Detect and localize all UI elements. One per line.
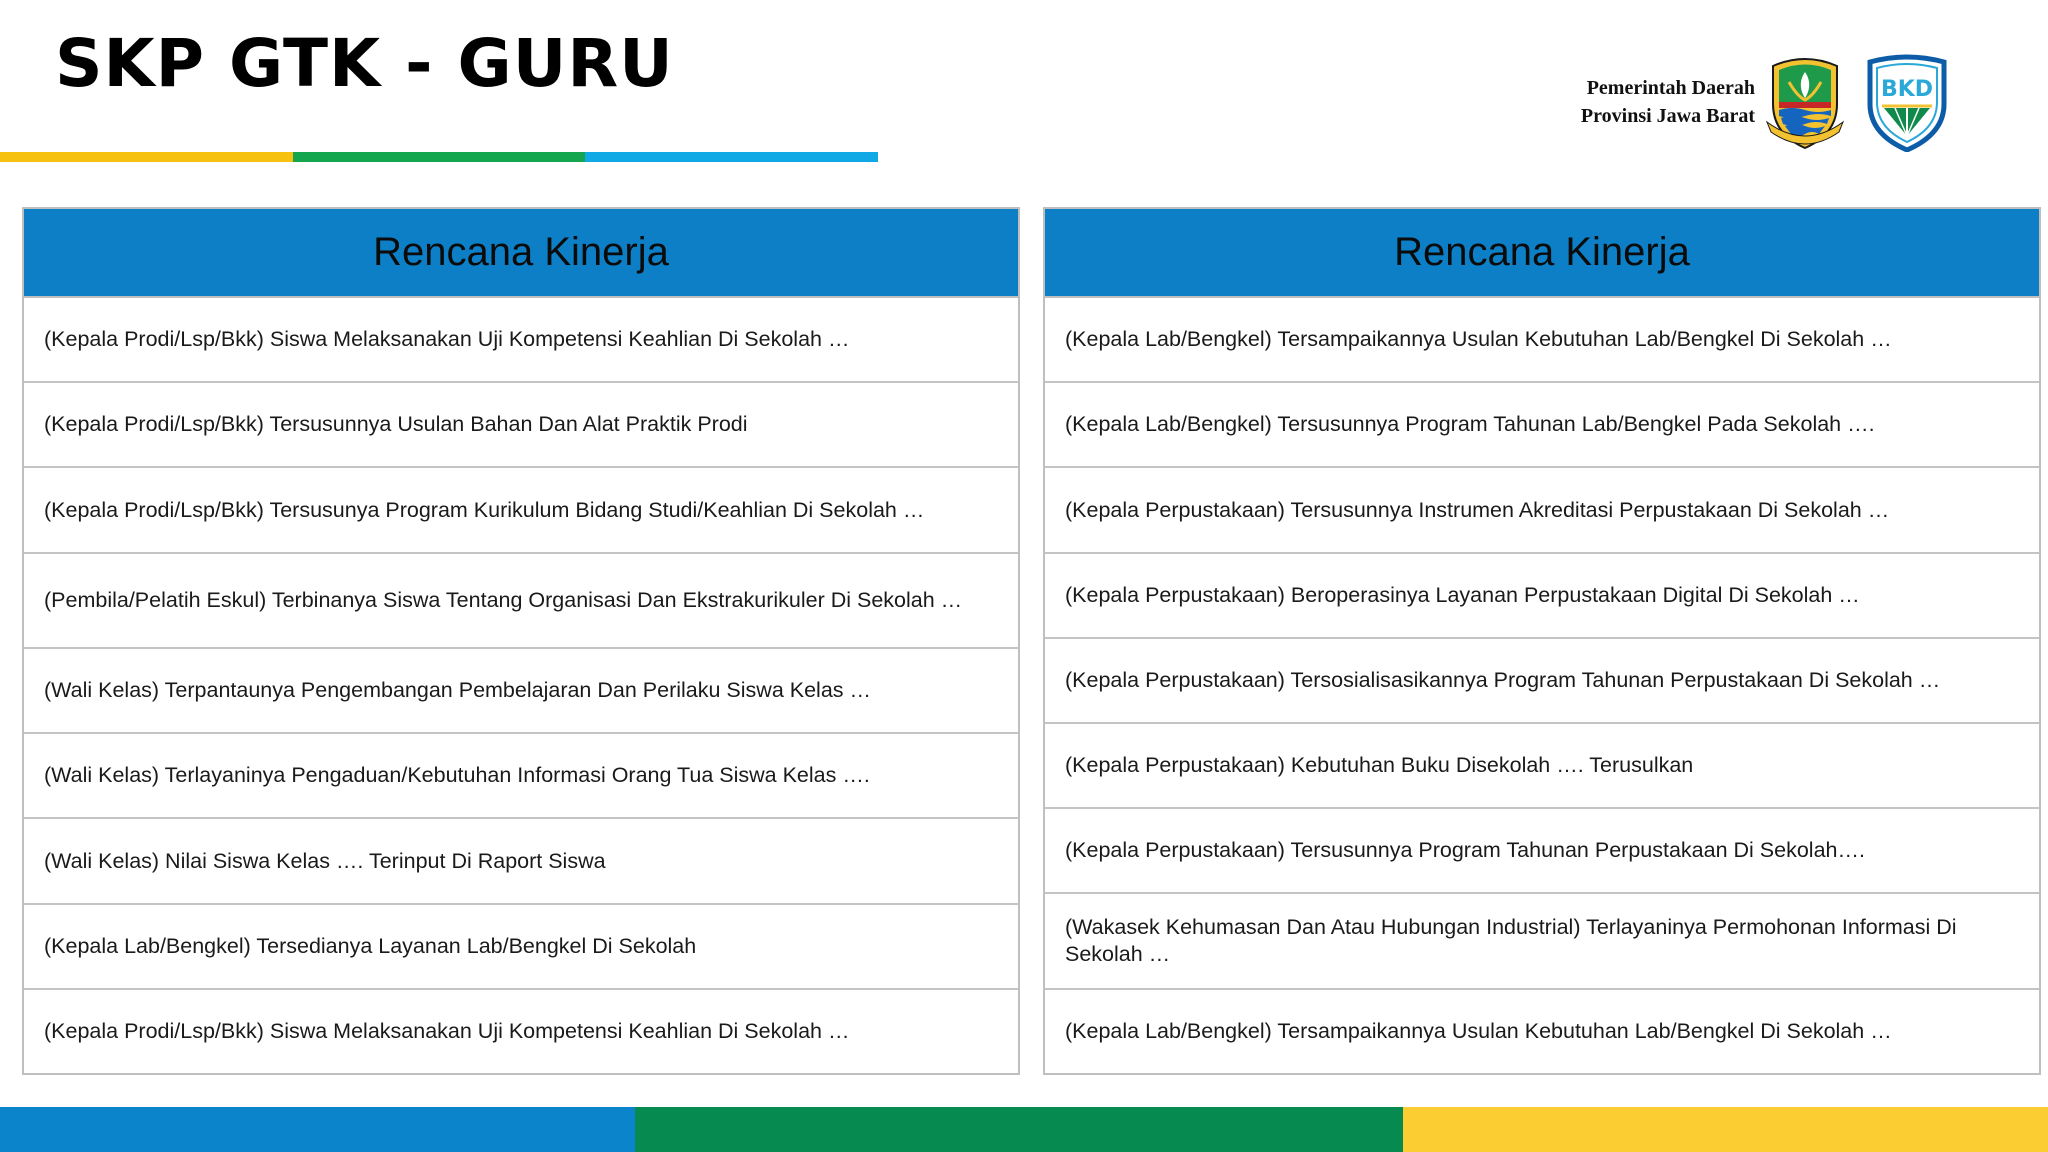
left-table-header: Rencana Kinerja — [24, 209, 1018, 298]
table-cell: (Kepala Prodi/Lsp/Bkk) Siswa Melaksanakan Uji Kompetensi Keahlian Di Sekolah … — [44, 327, 850, 352]
table-row — [1045, 809, 2039, 894]
right-table-rows — [1045, 298, 2039, 1073]
table-cell: (Kepala Perpustakaan) Tersusunnya Instrumen Akreditasi Perpustakaan Di Sekolah … — [1065, 497, 1890, 522]
table-cell: (Kepala Perpustakaan) Tersosialisasikannya Program Tahunan Perpustakaan Di Sekolah … — [1065, 667, 1941, 692]
table-cell: (Kepala Prodi/Lsp/Bkk) Tersusunya Program Kurikulum Bidang Studi/Keahlian Di Sekolah … — [44, 497, 925, 522]
right-performance-table — [1043, 207, 2041, 1075]
footer-color-bar — [0, 1107, 2048, 1152]
table-row — [1045, 383, 2039, 468]
underline-green-segment — [293, 152, 586, 162]
government-label-line2: Provinsi Jawa Barat — [1580, 105, 1755, 127]
government-label — [1581, 74, 1755, 130]
svg-text:BKD: BKD — [1880, 77, 1934, 102]
right-table-header: Rencana Kinerja — [1045, 209, 2039, 298]
table-cell: (Kepala Prodi/Lsp/Bkk) Tersusunnya Usulan Bahan Dan Alat Praktik Prodi — [44, 412, 748, 437]
left-performance-table — [22, 207, 1020, 1075]
table-row — [24, 905, 1018, 990]
table-cell: (Wakasek Kehumasan Dan Atau Hubungan Industrial) Terlayaninya Permohonan Informasi Di Sekolah … — [1065, 915, 1957, 967]
footer-green-segment — [635, 1107, 1403, 1152]
table-cell: (Kepala Perpustakaan) Tersusunnya Program Tahunan Perpustakaan Di Sekolah…. — [1065, 838, 1865, 863]
underline-blue-segment — [585, 152, 878, 162]
west-java-coat-of-arms-icon — [1765, 52, 1845, 150]
table-cell: (Kepala Perpustakaan) Beroperasinya Layanan Perpustakaan Digital Di Sekolah … — [1065, 582, 1860, 607]
table-cell: (Kepala Perpustakaan) Kebutuhan Buku Disekolah …. Terusulkan — [1065, 753, 1694, 778]
footer-blue-segment — [0, 1107, 635, 1152]
table-cell: (Kepala Lab/Bengkel) Tersusunnya Program Tahunan Lab/Bengkel Pada Sekolah …. — [1065, 412, 1875, 437]
page-title: SKP GTK - GURU — [55, 25, 674, 102]
table-row — [24, 990, 1018, 1073]
table-cell: (Kepala Lab/Bengkel) Tersampaikannya Usulan Kebutuhan Lab/Bengkel Di Sekolah … — [1065, 327, 1892, 352]
underline-yellow-segment — [0, 152, 293, 162]
table-cell: (Wali Kelas) Terpantaunya Pengembangan Pembelajaran Dan Perilaku Siswa Kelas … — [44, 678, 872, 703]
table-row — [24, 298, 1018, 383]
table-row — [1045, 639, 2039, 724]
footer-yellow-segment — [1403, 1107, 2048, 1152]
table-cell: (Wali Kelas) Nilai Siswa Kelas …. Terinput Di Raport Siswa — [44, 848, 606, 873]
table-row — [24, 554, 1018, 649]
table-row — [1045, 468, 2039, 553]
table-cell: (Pembila/Pelatih Eskul) Terbinanya Siswa Tentang Organisasi Dan Ekstrakurikuler Di Sekolah … — [44, 587, 963, 612]
table-cell: (Kepala Prodi/Lsp/Bkk) Siswa Melaksanakan Uji Kompetensi Keahlian Di Sekolah … — [44, 1018, 850, 1043]
table-row — [24, 819, 1018, 904]
table-row — [1045, 894, 2039, 989]
table-row — [1045, 724, 2039, 809]
table-row — [1045, 298, 2039, 383]
table-cell: (Kepala Lab/Bengkel) Tersampaikannya Usulan Kebutuhan Lab/Bengkel Di Sekolah … — [1065, 1018, 1892, 1043]
table-row — [1045, 554, 2039, 639]
table-row — [24, 734, 1018, 819]
government-label-line1: Pemerintah Daerah — [1586, 77, 1755, 99]
table-cell: (Wali Kelas) Terlayaninya Pengaduan/Kebutuhan Informasi Orang Tua Siswa Kelas …. — [44, 763, 870, 788]
table-row — [24, 468, 1018, 553]
table-row — [24, 383, 1018, 468]
table-cell: (Kepala Lab/Bengkel) Tersedianya Layanan Lab/Bengkel Di Sekolah — [44, 933, 697, 958]
title-underline — [0, 152, 878, 162]
table-row — [24, 649, 1018, 734]
bkd-shield-logo-icon — [1864, 52, 1950, 152]
table-row — [1045, 990, 2039, 1073]
left-table-rows — [24, 298, 1018, 1073]
